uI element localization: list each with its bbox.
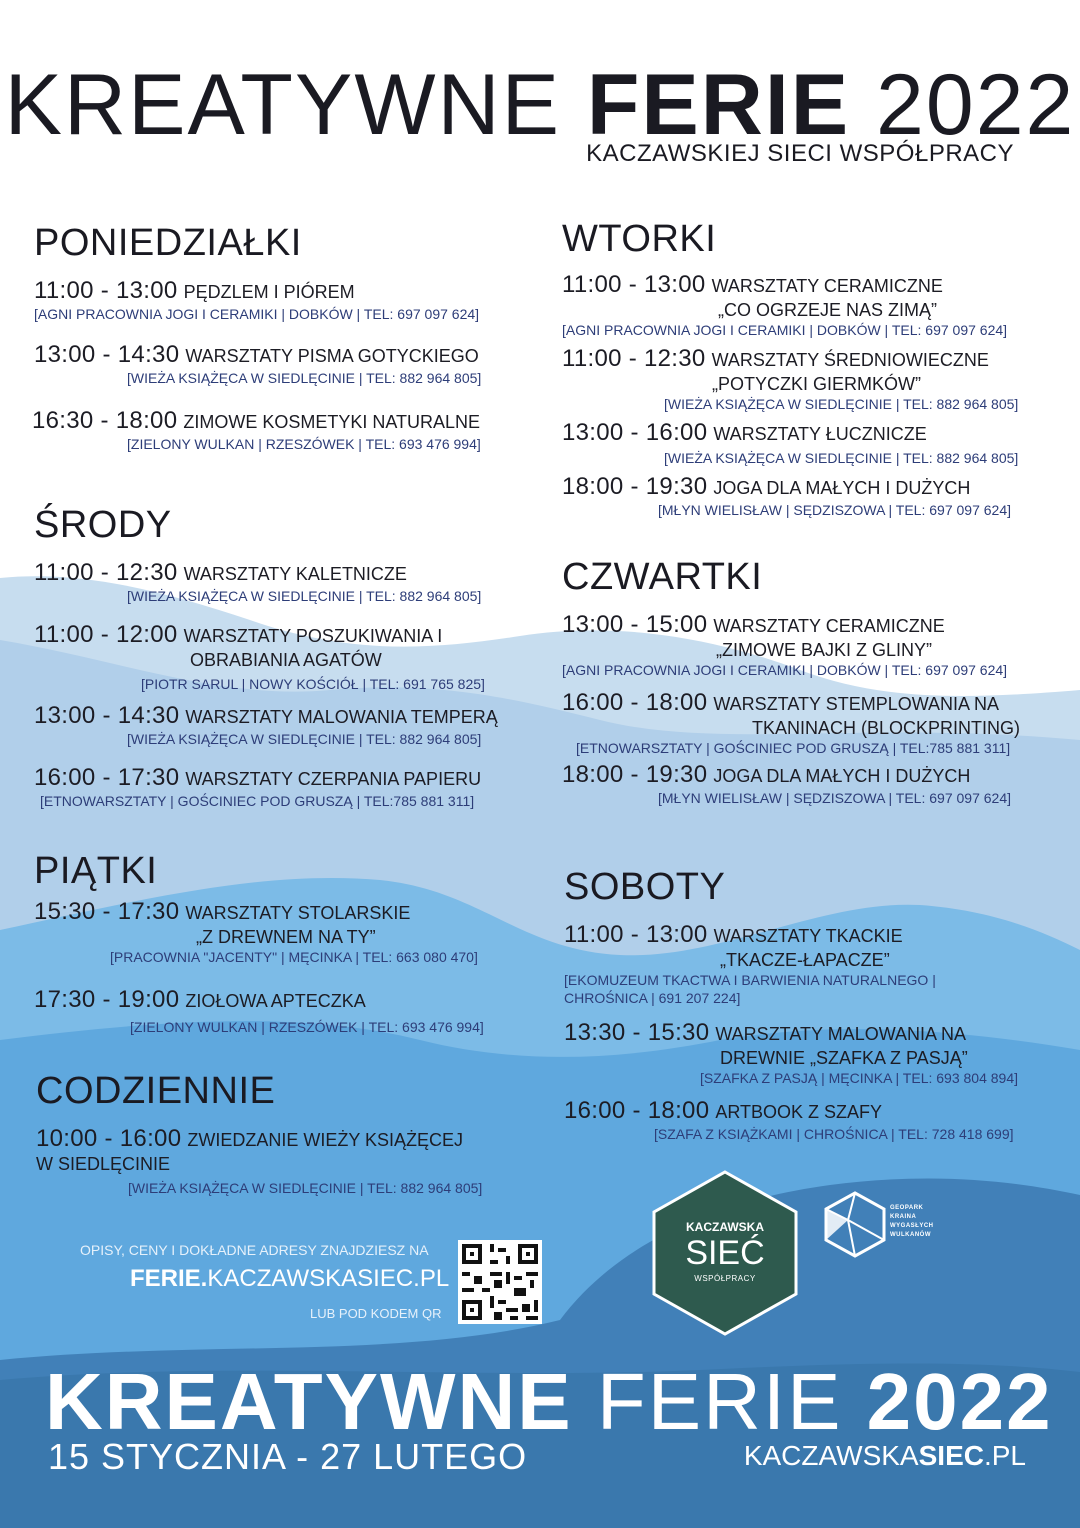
event-title: WARSZTATY POSZUKIWANIA I xyxy=(183,626,443,646)
event-item xyxy=(562,690,1080,757)
event-title-cont: W SIEDLĘCINIE xyxy=(36,1154,171,1174)
event-title: JOGA DLA MAŁYCH I DUŻYCH xyxy=(713,478,971,498)
event-info-cont: CHROŚNICA | 691 207 224] xyxy=(564,990,741,1006)
geopark-line2: KRAINA xyxy=(890,1214,917,1220)
footer-url-part1: KACZAWSKA xyxy=(743,1440,919,1471)
event-item xyxy=(34,703,554,748)
event-item xyxy=(562,272,1080,339)
event-title-cont: OBRABIANIA AGATÓW xyxy=(190,650,382,670)
event-title-cont: „CO OGRZEJE NAS ZIMĄ” xyxy=(718,300,938,320)
event-info: [SZAFKA Z PASJĄ | MĘCINKA | TEL: 693 804 894] xyxy=(700,1070,1019,1086)
event-time: 11:00 - 12:30 xyxy=(34,559,178,586)
event-title: WARSZTATY MALOWANIA TEMPERĄ xyxy=(185,707,498,727)
event-time: 13:00 - 14:30 xyxy=(34,341,180,368)
event-title: WARSZTATY STOLARSKIE xyxy=(185,903,411,923)
day-heading-czwartki: CZWARTKI xyxy=(562,556,763,598)
event-time: 11:00 - 13:00 xyxy=(562,271,706,298)
event-title: WARSZTATY STEMPLOWANIA NA xyxy=(713,694,1000,714)
event-time: 13:00 - 14:30 xyxy=(34,702,180,729)
event-time: 17:30 - 19:00 xyxy=(34,986,180,1013)
event-title: WARSZTATY PISMA GOTYCKIEGO xyxy=(185,346,479,366)
event-info: [ETNOWARSZTATY | GOŚCINIEC POD GRUSZĄ | TEL:785 881 311] xyxy=(40,793,475,809)
event-info: [EKOMUZEUM TKACTWA I BARWIENIA NATURALNEGO | xyxy=(564,972,936,988)
footer-title-part3: 2022 xyxy=(866,1357,1053,1446)
event-time: 11:00 - 12:30 xyxy=(562,345,706,372)
geopark-hexagon-icon xyxy=(822,1190,888,1258)
event-time: 18:00 - 19:30 xyxy=(562,761,708,788)
promo-qr-text: LUB POD KODEM QR xyxy=(310,1306,442,1321)
event-time: 11:00 - 13:00 xyxy=(34,277,178,304)
event-item xyxy=(562,612,1080,679)
event-info: [WIEŻA KSIĄŻĘCA W SIEDLĘCINIE | TEL: 882 964 805] xyxy=(127,588,482,604)
event-info: [WIEŻA KSIĄŻĘCA W SIEDLĘCINIE | TEL: 882 964 805] xyxy=(664,450,1019,466)
event-title: WARSZTATY ŁUCZNICZE xyxy=(713,424,927,444)
event-info: [WIEŻA KSIĄŻĘCA W SIEDLĘCINIE | TEL: 882 964 805] xyxy=(127,731,482,747)
event-item xyxy=(562,762,1080,807)
kaczawska-siec-logo xyxy=(650,1168,800,1338)
event-title: ZWIEDZANIE WIEŻY KSIĄŻĘCEJ xyxy=(187,1130,464,1150)
event-item xyxy=(562,420,1080,467)
logo-line1: KACZAWSKA xyxy=(686,1220,764,1234)
promo-url-rest: KACZAWSKASIEC.PL xyxy=(207,1265,450,1292)
title-part1: KREATYWNE xyxy=(4,57,561,153)
event-time: 16:00 - 17:30 xyxy=(34,764,180,791)
event-info: [ZIELONY WULKAN | RZESZÓWEK | TEL: 693 476 994] xyxy=(130,1019,484,1035)
event-info: [WIEŻA KSIĄŻĘCA W SIEDLĘCINIE | TEL: 882 964 805] xyxy=(127,370,482,386)
event-info: [PRACOWNIA "JACENTY" | MĘCINKA | TEL: 663 080 470] xyxy=(110,949,478,965)
footer-title-part1: KREATYWNE xyxy=(45,1357,573,1446)
event-info: [WIEŻA KSIĄŻĘCA W SIEDLĘCINIE | TEL: 882 964 805] xyxy=(128,1180,483,1196)
event-item xyxy=(34,622,554,693)
event-title-cont: „TKACZE-ŁAPACZE” xyxy=(720,950,890,970)
event-time: 18:00 - 19:30 xyxy=(562,473,708,500)
geopark-line3: WYGASŁYCH xyxy=(890,1223,934,1229)
promo-text: OPISY, CENY I DOKŁADNE ADRESY ZNAJDZIESZ NA xyxy=(80,1242,429,1258)
event-time: 11:00 - 12:00 xyxy=(34,621,178,648)
event-item xyxy=(564,1098,1080,1143)
qr-code[interactable] xyxy=(458,1240,542,1324)
footer-url-part2: SIEC xyxy=(918,1440,984,1471)
day-heading-codziennie: CODZIENNIE xyxy=(36,1070,276,1112)
event-item xyxy=(562,346,1080,413)
event-info: [ZIELONY WULKAN | RZESZÓWEK | TEL: 693 476 994] xyxy=(127,436,481,452)
subtitle: KACZAWSKIEJ SIECI WSPÓŁPRACY xyxy=(586,140,1014,167)
event-item xyxy=(34,560,554,605)
footer-title xyxy=(45,1357,1053,1446)
event-item xyxy=(564,1020,1080,1087)
footer-dates: 15 STYCZNIA - 27 LUTEGO xyxy=(48,1436,528,1477)
title-part2: FERIE xyxy=(586,57,851,153)
geopark-line4: WULKANÓW xyxy=(890,1232,931,1238)
event-info: [AGNI PRACOWNIA JOGI I CERAMIKI | DOBKÓW | TEL: 697 097 624] xyxy=(34,306,480,322)
event-title-cont: „Z DREWNEM NA TY” xyxy=(196,927,376,947)
day-heading-soboty: SOBOTY xyxy=(564,866,726,908)
event-time: 11:00 - 13:00 xyxy=(564,921,708,948)
event-title: PĘDZLEM I PIÓREM xyxy=(183,282,355,302)
event-time: 16:00 - 18:00 xyxy=(564,1097,710,1124)
footer-title-part2: FERIE xyxy=(596,1357,843,1446)
event-title: ARTBOOK Z SZAFY xyxy=(715,1102,883,1122)
event-item xyxy=(34,342,554,387)
event-title: WARSZTATY CERAMICZNE xyxy=(711,276,943,296)
event-item xyxy=(562,474,1080,519)
event-title: ZIMOWE KOSMETYKI NATURALNE xyxy=(183,412,481,432)
event-title-cont: „POTYCZKI GIERMKÓW” xyxy=(712,374,921,394)
event-item xyxy=(34,278,554,323)
event-item xyxy=(564,922,1080,1007)
title-part3: 2022 xyxy=(876,57,1076,153)
event-item xyxy=(32,408,552,453)
event-title-cont: TKANINACH (BLOCKPRINTING) xyxy=(752,718,1021,738)
event-info: [WIEŻA KSIĄŻĘCA W SIEDLĘCINIE | TEL: 882 964 805] xyxy=(664,396,1019,412)
day-heading-wtorki: WTORKI xyxy=(562,218,717,260)
day-heading-piatki: PIĄTKI xyxy=(34,850,158,892)
event-title: ZIOŁOWA APTECZKA xyxy=(185,991,366,1011)
promo-url-link[interactable] xyxy=(130,1265,449,1293)
promo-url-bold: FERIE. xyxy=(130,1265,208,1292)
qr-code-icon xyxy=(458,1240,542,1324)
event-info: [PIOTR SARUL | NOWY KOŚCIÓŁ | TEL: 691 765 825] xyxy=(141,676,485,692)
event-time: 10:00 - 16:00 xyxy=(36,1125,182,1152)
event-info: [MŁYN WIELISŁAW | SĘDZISZOWA | TEL: 697 097 624] xyxy=(658,502,1011,518)
event-title-cont: „ZIMOWE BAJKI Z GLINY” xyxy=(716,640,933,660)
event-title: WARSZTATY CERAMICZNE xyxy=(713,616,945,636)
event-title: WARSZTATY TKACKIE xyxy=(713,926,903,946)
logo-line3: WSPÓŁPRACY xyxy=(694,1274,756,1283)
event-info: [SZAFA Z KSIĄŻKAMI | CHROŚNICA | TEL: 728 418 699] xyxy=(654,1126,1014,1142)
event-title: WARSZTATY MALOWANIA NA xyxy=(715,1024,967,1044)
event-item xyxy=(36,1126,556,1197)
logo-line2: SIEĆ xyxy=(685,1234,765,1272)
event-time: 16:30 - 18:00 xyxy=(32,407,178,434)
event-time: 16:00 - 18:00 xyxy=(562,689,708,716)
footer-url-part3: .PL xyxy=(983,1440,1026,1471)
event-title: WARSZTATY ŚREDNIOWIECZNE xyxy=(711,350,989,370)
day-heading-poniedzialki: PONIEDZIAŁKI xyxy=(34,222,302,264)
event-time: 13:00 - 16:00 xyxy=(562,419,708,446)
geopark-line1: GEOPARK xyxy=(890,1205,924,1211)
footer-url-link[interactable] xyxy=(744,1440,1026,1472)
event-item xyxy=(34,765,554,810)
event-info: [AGNI PRACOWNIA JOGI I CERAMIKI | DOBKÓW | TEL: 697 097 624] xyxy=(562,322,1008,338)
event-item xyxy=(34,987,554,1036)
event-time: 13:30 - 15:30 xyxy=(564,1019,710,1046)
event-item xyxy=(34,899,554,966)
event-title: WARSZTATY CZERPANIA PAPIERU xyxy=(185,769,482,789)
event-title: WARSZTATY KALETNICZE xyxy=(183,564,407,584)
event-info: [ETNOWARSZTATY | GOŚCINIEC POD GRUSZĄ | TEL:785 881 311] xyxy=(576,740,1011,756)
event-info: [MŁYN WIELISŁAW | SĘDZISZOWA | TEL: 697 097 624] xyxy=(658,790,1011,806)
event-time: 15:30 - 17:30 xyxy=(34,898,180,925)
event-info: [AGNI PRACOWNIA JOGI I CERAMIKI | DOBKÓW | TEL: 697 097 624] xyxy=(562,662,1008,678)
event-time: 13:00 - 15:00 xyxy=(562,611,708,638)
event-title: JOGA DLA MAŁYCH I DUŻYCH xyxy=(713,766,971,786)
event-title-cont: DREWNIE „SZAFKA Z PASJĄ” xyxy=(720,1048,968,1068)
main-title xyxy=(0,57,1080,153)
day-heading-srody: ŚRODY xyxy=(34,504,172,546)
